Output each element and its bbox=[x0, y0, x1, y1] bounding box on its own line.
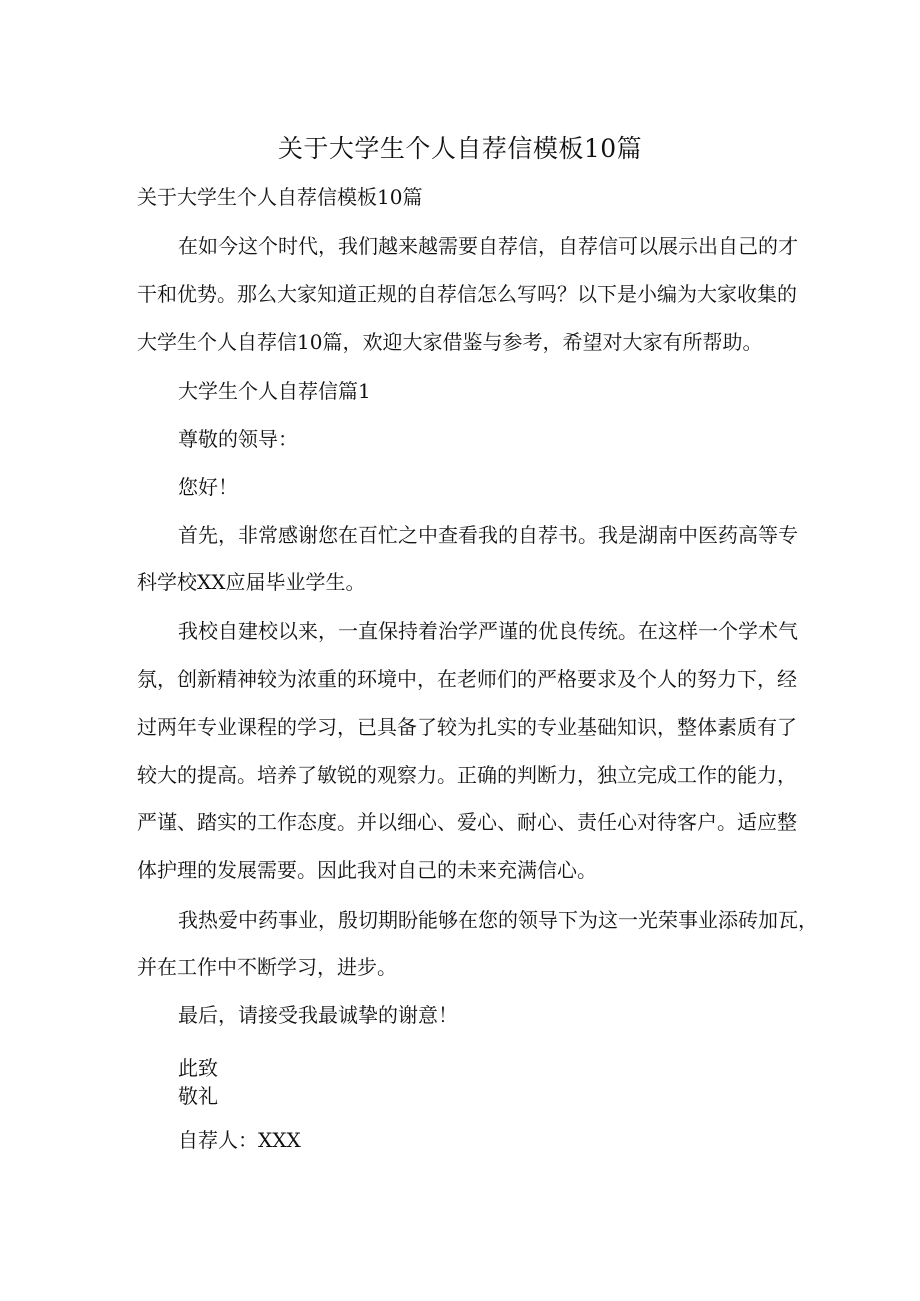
para2-line-4: 较大的提高。培养了敏锐的观察力。正确的判断力，独立完成工作的能力， bbox=[137, 763, 797, 787]
para3-line-2: 并在工作中不断学习，进步。 bbox=[137, 955, 397, 979]
section-heading: 大学生个人自荐信篇1 bbox=[178, 379, 371, 403]
para1-line-1: 首先，非常感谢您在百忙之中查看我的自荐书。我是湖南中医药高等专 bbox=[178, 523, 798, 547]
salutation: 尊敬的领导： bbox=[178, 427, 298, 451]
greeting: 您好！ bbox=[178, 475, 238, 499]
document-subtitle: 关于大学生个人自荐信模板10篇 bbox=[137, 185, 423, 209]
sign-off-line-2: 敬礼 bbox=[178, 1084, 218, 1108]
intro-line-2: 干和优势。那么大家知道正规的自荐信怎么写吗？以下是小编为大家收集的 bbox=[137, 282, 797, 306]
para3-line-1: 我热爱中药事业，殷切期盼能够在您的领导下为这一光荣事业添砖加瓦， bbox=[178, 908, 818, 932]
para2-line-2: 氛，创新精神较为浓重的环境中，在老师们的严格要求及个人的努力下，经 bbox=[137, 667, 797, 691]
para2-line-6: 体护理的发展需要。因此我对自己的未来充满信心。 bbox=[137, 858, 597, 882]
closing-line: 最后，请接受我最诚挚的谢意！ bbox=[178, 1003, 458, 1027]
para2-line-1: 我校自建校以来，一直保持着治学严谨的优良传统。在这样一个学术气 bbox=[178, 619, 798, 643]
intro-line-1: 在如今这个时代，我们越来越需要自荐信，自荐信可以展示出自己的才 bbox=[178, 234, 798, 258]
sign-off-line-1: 此致 bbox=[178, 1056, 218, 1080]
document-title: 关于大学生个人自荐信模板10篇 bbox=[277, 134, 643, 163]
intro-line-3: 大学生个人自荐信10篇，欢迎大家借鉴与参考，希望对大家有所帮助。 bbox=[137, 330, 763, 354]
para1-line-2: 科学校XX应届毕业学生。 bbox=[137, 570, 366, 594]
para2-line-3: 过两年专业课程的学习，已具备了较为扎实的专业基础知识，整体素质有了 bbox=[137, 715, 797, 739]
para2-line-5: 严谨、踏实的工作态度。并以细心、爱心、耐心、责任心对待客户。适应整 bbox=[137, 810, 797, 834]
signature: 自荐人：XXX bbox=[178, 1128, 301, 1152]
